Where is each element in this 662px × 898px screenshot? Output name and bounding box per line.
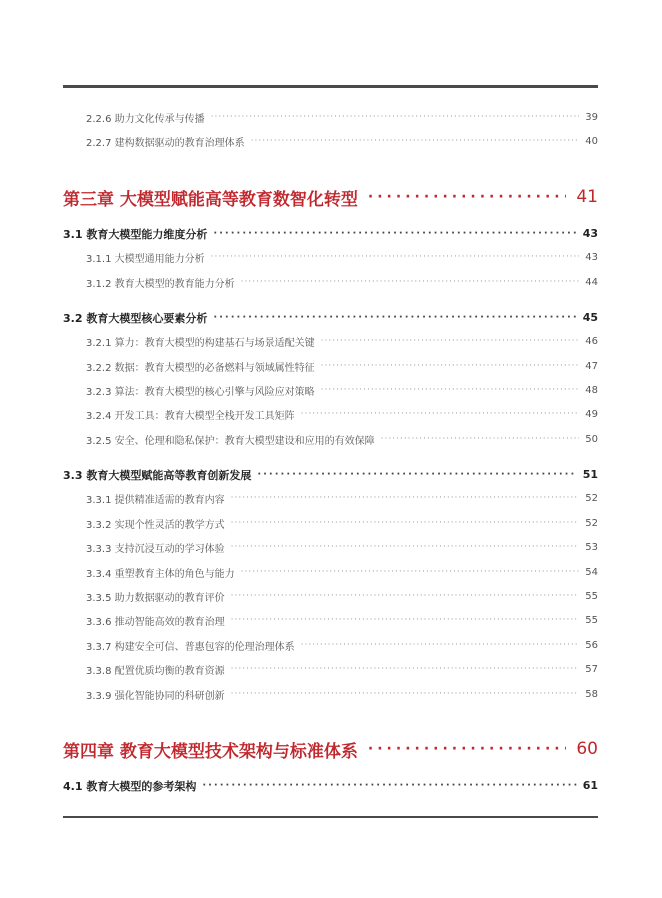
toc-entry-3-3-9[interactable] — [86, 687, 598, 701]
toc-page-number: 49 — [585, 408, 598, 420]
toc-entry-3-2-5[interactable] — [86, 432, 598, 446]
section-page-number: 61 — [582, 779, 598, 792]
toc-page-number: 44 — [585, 276, 598, 288]
toc-entry-label: 3.2.4 开发工具：教育大模型全栈开发工具矩阵 — [86, 410, 295, 422]
toc-entry-label: 3.3.8 配置优质均衡的教育资源 — [86, 665, 225, 677]
section-page-number: 43 — [582, 227, 598, 240]
toc-entry-3-3-3[interactable] — [86, 540, 598, 554]
dot-leader — [231, 518, 580, 528]
toc-entry-label: 3.3.7 构建安全可信、普惠包容的伦理治理体系 — [86, 641, 295, 653]
toc-entry-label: 3.2.1 算力：教育大模型的构建基石与场景适配关键 — [86, 337, 315, 349]
toc-entry-3-2-3[interactable] — [86, 383, 598, 397]
dot-leader — [231, 689, 580, 699]
toc-page-number: 52 — [585, 517, 598, 529]
dot-leader — [321, 336, 580, 346]
dot-leader — [301, 409, 580, 419]
toc-page-number: 46 — [585, 335, 598, 347]
toc-page-number: 47 — [585, 360, 598, 372]
dot-leader — [381, 434, 580, 444]
toc-entry-label: 3.3.2 实现个性灵活的教学方式 — [86, 519, 225, 531]
toc-page-number: 43 — [585, 251, 598, 263]
bottom-divider — [63, 816, 598, 818]
dot-leader — [211, 252, 580, 262]
toc-entry-label: 2.2.6 助力文化传承与传播 — [86, 113, 205, 125]
toc-page-number: 52 — [585, 492, 598, 504]
toc-section-3-2[interactable] — [63, 310, 598, 325]
toc-entry-3-3-7[interactable] — [86, 638, 598, 652]
dot-leader — [213, 228, 576, 239]
dot-leader — [231, 615, 580, 625]
toc-entry-label: 3.1.2 教育大模型的教育能力分析 — [86, 278, 235, 290]
top-divider — [63, 85, 598, 88]
dot-leader — [231, 542, 580, 552]
chapter-page-number: 60 — [576, 739, 598, 759]
toc-page-number: 40 — [585, 135, 598, 147]
toc-entry-label: 3.1.1 大模型通用能力分析 — [86, 253, 205, 265]
toc-entry-2-2-6[interactable] — [86, 110, 598, 124]
toc-page-number: 56 — [585, 639, 598, 651]
dot-leader — [241, 567, 580, 577]
toc-chapter-4[interactable] — [63, 738, 598, 760]
dot-leader — [257, 469, 576, 480]
toc-entry-3-3-8[interactable] — [86, 662, 598, 676]
toc-entry-3-1-2[interactable] — [86, 275, 598, 289]
toc-entry-3-2-2[interactable] — [86, 359, 598, 373]
dot-leader — [368, 189, 566, 205]
dot-leader — [231, 664, 580, 674]
toc-entry-3-2-1[interactable] — [86, 334, 598, 348]
dot-leader — [211, 112, 580, 122]
toc-page-number: 53 — [585, 541, 598, 553]
section-page-number: 45 — [582, 311, 598, 324]
chapter-title: 第四章 教育大模型技术架构与标准体系 — [63, 741, 358, 762]
toc-entry-2-2-7[interactable] — [86, 134, 598, 148]
chapter-title: 第三章 大模型赋能高等教育数智化转型 — [63, 189, 358, 210]
toc-entry-3-2-4[interactable] — [86, 407, 598, 421]
toc-entry-3-1-1[interactable] — [86, 250, 598, 264]
toc-entry-3-3-4[interactable] — [86, 565, 598, 579]
toc-entry-label: 3.3.5 助力数据驱动的教育评价 — [86, 592, 225, 604]
toc-entry-label: 3.3.6 推动智能高效的教育治理 — [86, 616, 225, 628]
toc-entry-label: 2.2.7 建构数据驱动的教育治理体系 — [86, 137, 245, 149]
dot-leader — [231, 591, 580, 601]
section-title: 3.1 教育大模型能力维度分析 — [63, 227, 208, 241]
toc-entry-label: 3.2.2 数据：教育大模型的必备燃料与领域属性特征 — [86, 362, 315, 374]
dot-leader — [231, 493, 580, 503]
dot-leader — [241, 277, 580, 287]
toc-entry-label: 3.2.5 安全、伦理和隐私保护：教育大模型建设和应用的有效保障 — [86, 435, 375, 447]
toc-entry-label: 3.2.3 算法：教育大模型的核心引擎与风险应对策略 — [86, 386, 315, 398]
dot-leader — [368, 741, 566, 757]
dot-leader — [213, 312, 576, 323]
chapter-page-number: 41 — [576, 187, 598, 207]
toc-entry-label: 3.3.9 强化智能协同的科研创新 — [86, 690, 225, 702]
toc-chapter-3[interactable] — [63, 186, 598, 208]
toc-entry-label: 3.3.1 提供精准适需的教育内容 — [86, 494, 225, 506]
dot-leader — [321, 361, 580, 371]
section-title: 3.3 教育大模型赋能高等教育创新发展 — [63, 468, 252, 482]
toc-page-number: 55 — [585, 590, 598, 602]
toc-page-number: 50 — [585, 433, 598, 445]
toc-entry-label: 3.3.4 重塑教育主体的角色与能力 — [86, 568, 235, 580]
toc-section-3-1[interactable] — [63, 226, 598, 241]
toc-section-4-1[interactable] — [63, 778, 598, 793]
dot-leader — [321, 385, 580, 395]
toc-entry-3-3-1[interactable] — [86, 491, 598, 505]
toc-page-number: 48 — [585, 384, 598, 396]
dot-leader — [251, 136, 580, 146]
toc-entry-3-3-2[interactable] — [86, 516, 598, 530]
dot-leader — [301, 640, 580, 650]
section-page-number: 51 — [582, 468, 598, 481]
section-title: 4.1 教育大模型的参考架构 — [63, 779, 197, 793]
toc-page-number: 54 — [585, 566, 598, 578]
dot-leader — [202, 780, 576, 791]
section-title: 3.2 教育大模型核心要素分析 — [63, 311, 208, 325]
toc-page-number: 55 — [585, 614, 598, 626]
toc-entry-3-3-6[interactable] — [86, 613, 598, 627]
toc-page-number: 58 — [585, 688, 598, 700]
toc-page-number: 39 — [585, 111, 598, 123]
toc-section-3-3[interactable] — [63, 467, 598, 482]
toc-entry-3-3-5[interactable] — [86, 589, 598, 603]
toc-page-number: 57 — [585, 663, 598, 675]
toc-entry-label: 3.3.3 支持沉浸互动的学习体验 — [86, 543, 225, 555]
